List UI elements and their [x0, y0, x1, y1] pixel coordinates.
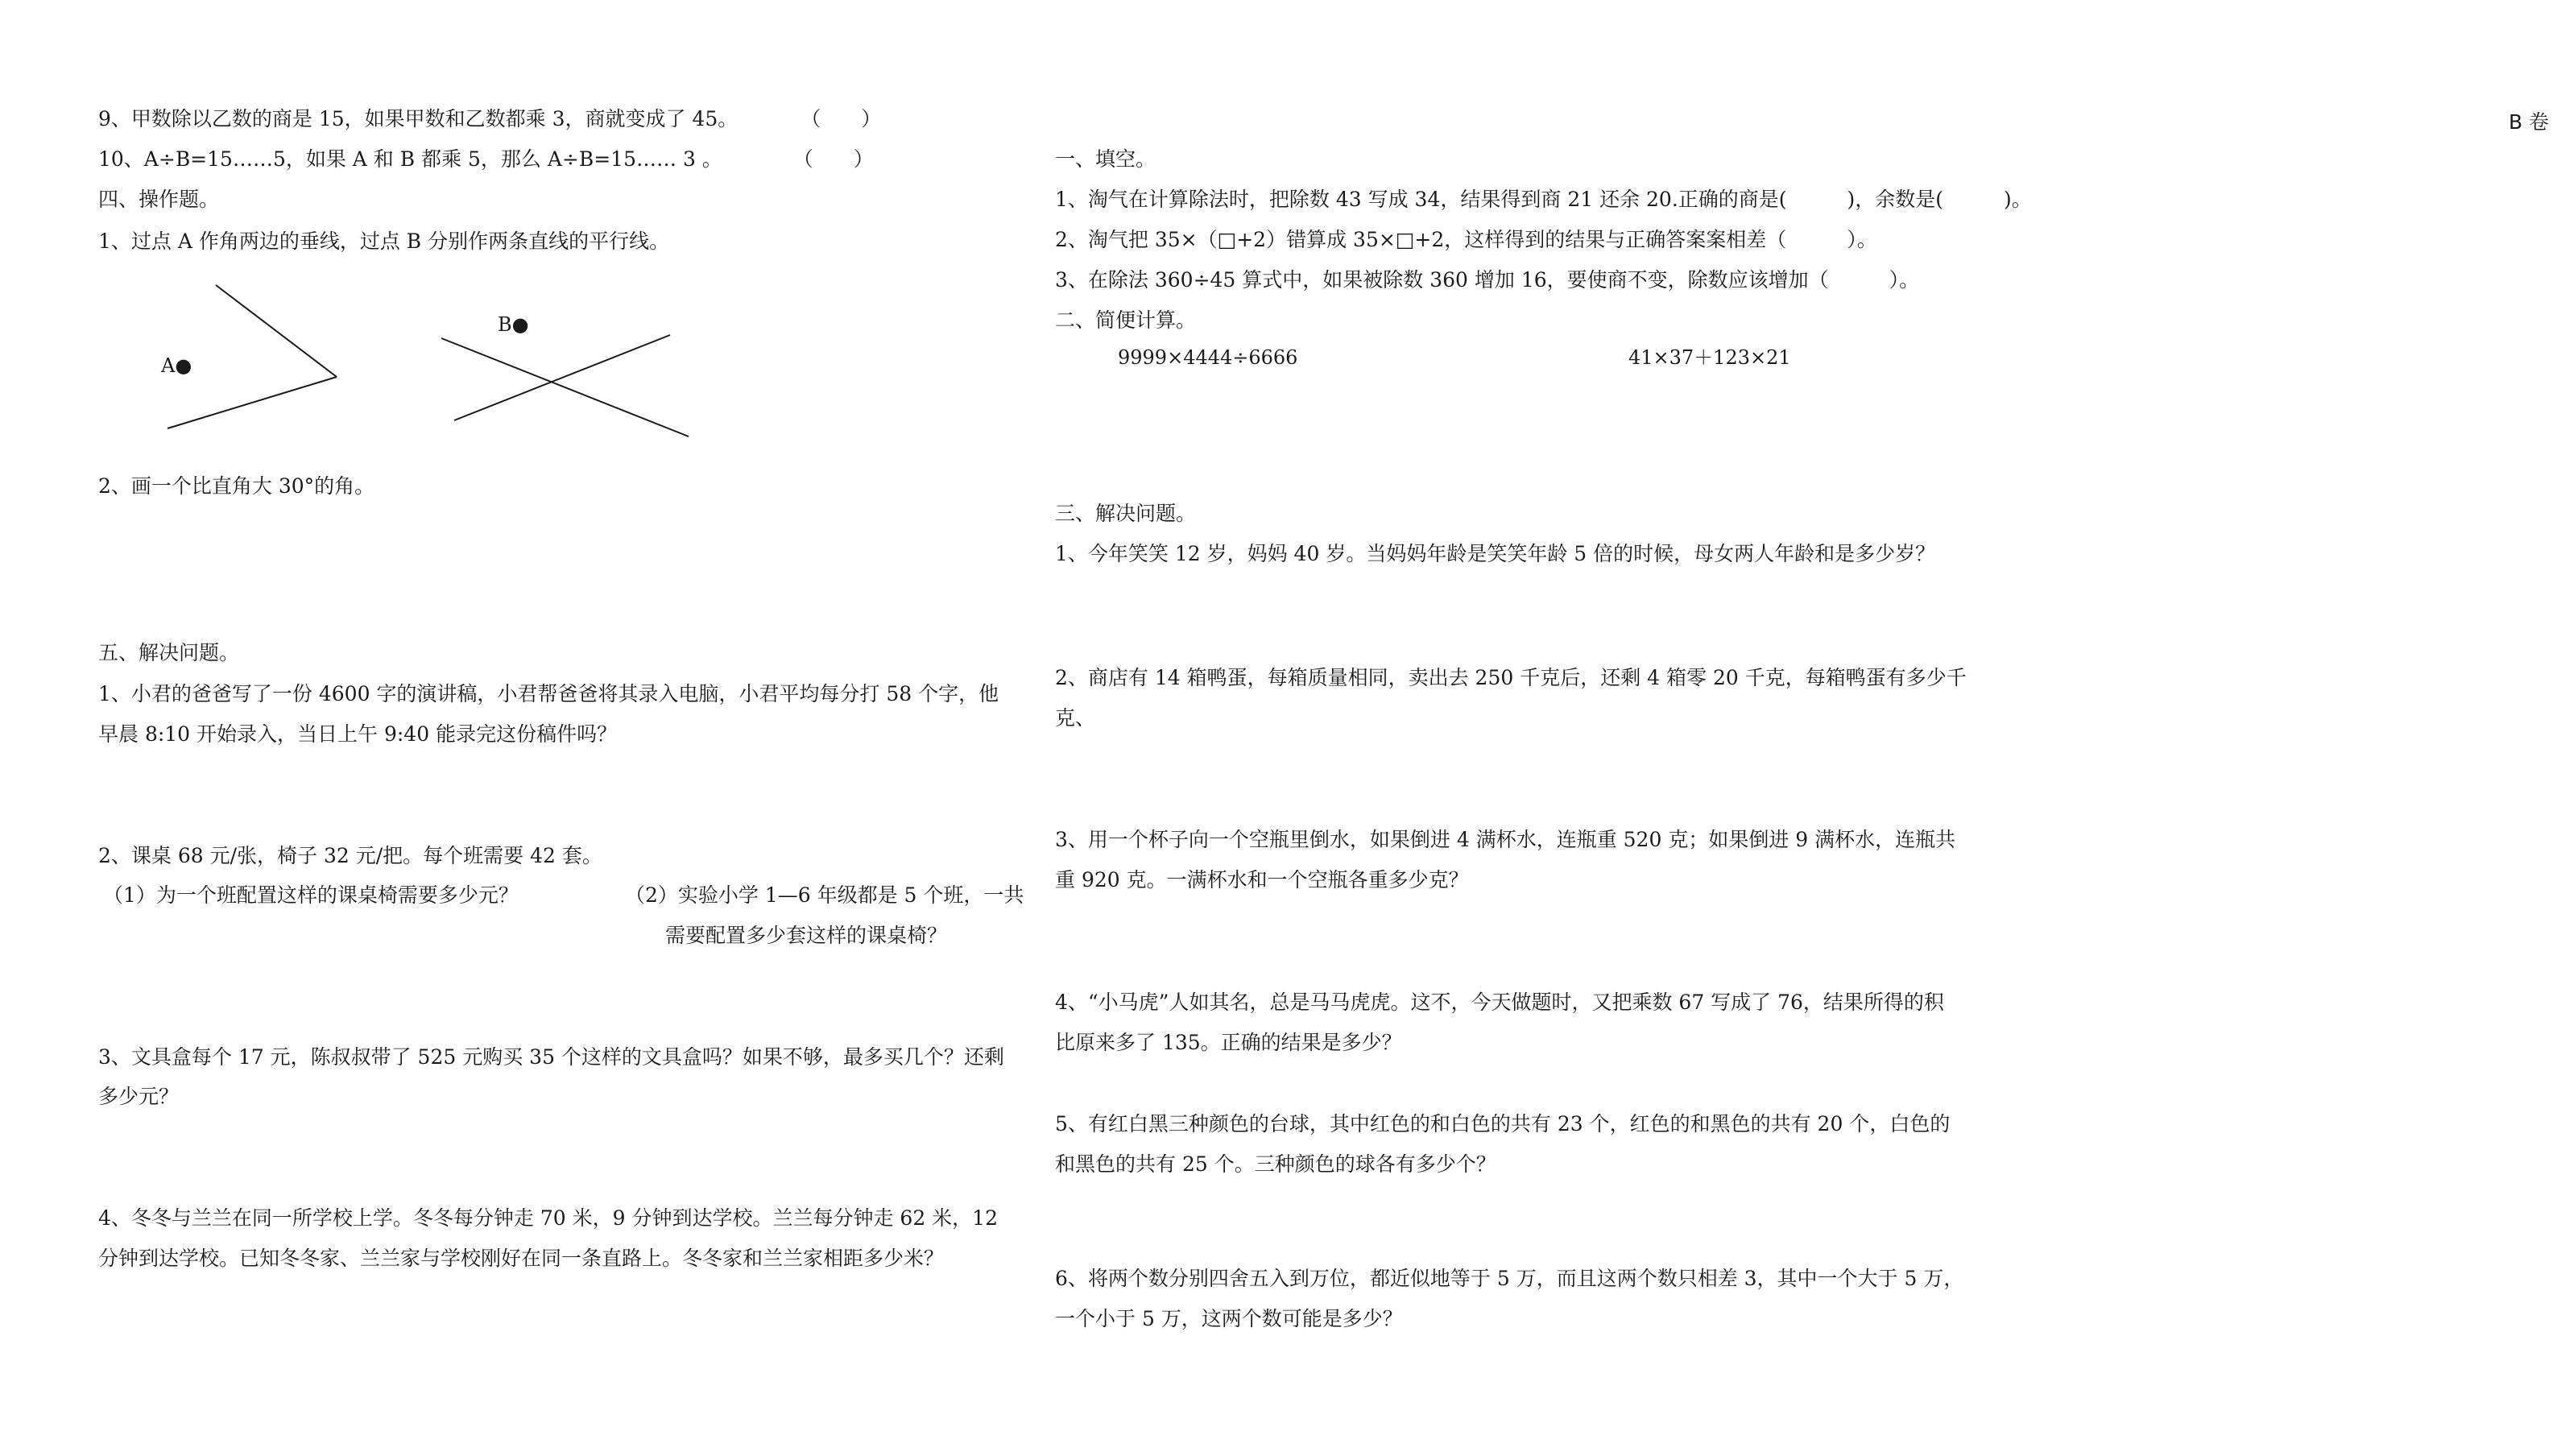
fill-1: 1、淘气在计算除法时，把除数 43 写成 34，结果得到商 21 还余 20.正确的商是( )，余数是( )。: [1055, 188, 2032, 211]
section-3-title: 三、解决问题。: [1055, 502, 1197, 525]
question-9: [98, 106, 881, 132]
solve-5-line-2: 和黑色的共有 25 个。三种颜色的球各有多少个？: [1055, 1152, 1496, 1176]
angle-ray-lower: [168, 377, 337, 428]
solve-5-line-1: 5、有红白黑三种颜色的台球，其中红色的和白色的共有 23 个，红色的和黑色的共有 20 个，白色的: [1055, 1112, 1951, 1135]
solve-2-line-2: 克、: [1055, 706, 1096, 730]
problem-1-line-1: 1、小君的爸爸写了一份 4600 字的演讲稿，小君帮爸爸将其录入电脑，小君平均每分打 58 个字，他: [98, 682, 999, 705]
solve-1: 1、今年笑笑 12 岁，妈妈 40 岁。当妈妈年龄是笑笑年龄 5 倍的时候，母女两人年龄和是多少岁？: [1055, 542, 1936, 565]
calc-2: 41×37＋123×21: [1628, 346, 1791, 369]
problem-3-line-1: 3、文具盒每个 17 元，陈叔叔带了 525 元购买 35 个这样的文具盒吗？如果不够，最多买几个？还剩: [98, 1045, 1004, 1069]
solve-3-line-2: 重 920 克。一满杯水和一个空瓶各重多少克？: [1055, 868, 1469, 891]
question-9-answer-bracket: （ ）: [801, 107, 882, 130]
operation-2: 2、画一个比直角大 30°的角。: [98, 474, 375, 498]
section-4-title: 四、操作题。: [98, 188, 220, 211]
problem-1-line-2: 早晨 8:10 开始录入，当日上午 9:40 能录完这份稿件吗？: [98, 722, 618, 746]
solve-4-line-1: 4、“小马虎”人如其名，总是马马虎虎。这不，今天做题时，又把乘数 67 写成了 76，结果所得的积: [1055, 991, 1944, 1014]
solve-6-line-2: 一个小于 5 万，这两个数可能是多少？: [1055, 1307, 1403, 1330]
point-b-label: B●: [498, 313, 529, 336]
angle-ray-upper: [216, 285, 337, 377]
calc-1: 9999×4444÷6666: [1118, 346, 1298, 369]
section-1-title: 一、填空。: [1055, 147, 1156, 171]
solve-2-line-1: 2、商店有 14 箱鸭蛋，每箱质量相同，卖出去 250 千克后，还剩 4 箱零 20 千克，每箱鸭蛋有多少千: [1055, 666, 1967, 689]
section-5-title: 五、解决问题。: [98, 641, 240, 664]
problem-4-line-1: 4、冬冬与兰兰在同一所学校上学。冬冬每分钟走 70 米，9 分钟到达学校。兰兰每分钟走 62 米，12: [98, 1206, 998, 1230]
operation-1: 1、过点 A 作角两边的垂线，过点 B 分别作两条直线的平行线。: [98, 230, 670, 253]
problem-4-line-2: 分钟到达学校。已知冬冬家、兰兰家与学校刚好在同一条直路上。冬冬家和兰兰家相距多少米？: [98, 1247, 945, 1270]
point-a-label: A●: [161, 354, 192, 377]
solve-4-line-2: 比原来多了 135。正确的结果是多少？: [1055, 1031, 1402, 1054]
fill-2: 2、淘气把 35×（□+2）错算成 35×□+2，这样得到的结果与正确答案案相差（ ）。: [1055, 228, 1877, 251]
paper-b-title: B 卷: [2508, 110, 2550, 134]
solve-3-line-1: 3、用一个杯子向一个空瓶里倒水，如果倒进 4 满杯水，连瓶重 520 克；如果倒进 9 满杯水，连瓶共: [1055, 828, 1956, 851]
question-9-text: 9、甲数除以乙数的商是 15，如果甲数和乙数都乘 3，商就变成了 45。: [98, 107, 739, 130]
problem-3-line-2: 多少元？: [98, 1085, 180, 1108]
problem-2-sub-1: （1）为一个班配置这样的课桌椅需要多少元？: [103, 883, 519, 907]
crossing-line-2: [454, 335, 670, 420]
geometry-figure: [130, 274, 775, 451]
problem-2-line-1: 2、课桌 68 元/张，椅子 32 元/把。每个班需要 42 套。: [98, 844, 602, 867]
problem-2-sub-2-line-1: （2）实验小学 1—6 年级都是 5 个班，一共: [625, 883, 1024, 907]
solve-6-line-1: 6、将两个数分别四舍五入到万位，都近似地等于 5 万，而且这两个数只相差 3，其中一个大于 5 万，: [1055, 1267, 1964, 1290]
section-2-title: 二、简便计算。: [1055, 308, 1197, 332]
problem-2-sub-2-line-2: 需要配置多少套这样的课桌椅？: [665, 924, 948, 947]
crossing-line-1: [441, 338, 689, 436]
question-10-answer-bracket: （ ）: [792, 147, 874, 171]
question-10: [98, 147, 874, 172]
question-10-text: 10、A÷B=15……5，如果 A 和 B 都乘 5，那么 A÷B=15…… 3 。: [98, 147, 722, 171]
fill-3: 3、在除法 360÷45 算式中，如果被除数 360 增加 16，要使商不变，除数应该增加（ ）。: [1055, 268, 1920, 292]
